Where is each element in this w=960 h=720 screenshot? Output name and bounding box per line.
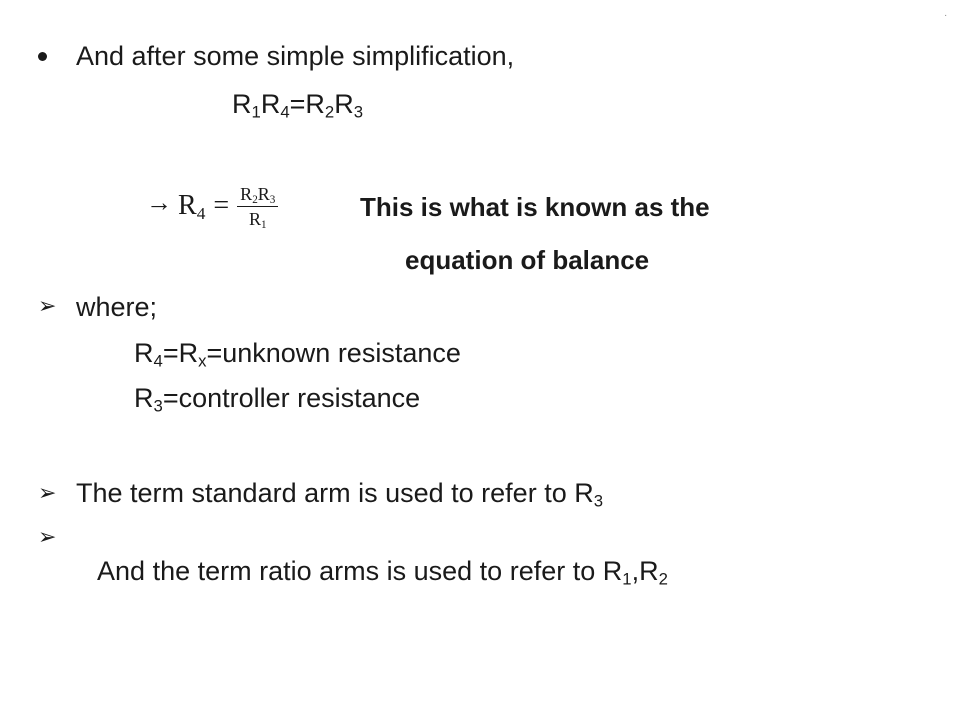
fraction-denominator: $R_1$ [248, 208, 267, 231]
arrow-bullet-icon: ➢ [38, 524, 57, 549]
note-line-2: equation of balance [405, 245, 650, 275]
formula-lhs: $R_4$ [178, 190, 206, 223]
eq-subscript: 3 [353, 102, 364, 122]
bullet-standard-arm: The term standard arm is used to refer to $R_3$ [76, 478, 604, 511]
bullet-dot [38, 52, 47, 61]
eq-symbol: R [232, 89, 252, 119]
formula-fraction [237, 184, 278, 229]
corner-mark: · [944, 10, 948, 21]
bullet-ratio-arms: And the term ratio arms is used to refer to $R_1,R_2$ [91, 556, 668, 589]
arrow-bullet-icon: ➢ [38, 293, 57, 318]
eq-subscript: 4 [280, 102, 290, 122]
bullet-text-simplification: And after some simple simplification, [76, 41, 515, 71]
eq-symbol: R [334, 89, 354, 119]
arrow-bullet-icon: ➢ [38, 480, 57, 505]
arrow-symbol: → [146, 188, 172, 217]
eq-symbol: R [260, 89, 281, 119]
note-line-1: This is what is known as the [360, 192, 710, 222]
where-label: where; [76, 292, 158, 322]
formula-balance [178, 176, 278, 236]
eq-sign: = [289, 89, 306, 119]
definition-unknown-resistance: $R_4=R_x=unknown$ resistance [134, 338, 461, 371]
fraction-numerator: $R_2R_3$ [237, 184, 278, 207]
equation-product [232, 87, 363, 121]
eq-subscript: 2 [324, 102, 335, 122]
eq-subscript: 1 [251, 102, 261, 122]
formula-equals: = [213, 190, 230, 221]
eq-symbol: R [305, 89, 325, 119]
definition-controller-resistance: $R_3=controller$ resistance [134, 383, 421, 416]
